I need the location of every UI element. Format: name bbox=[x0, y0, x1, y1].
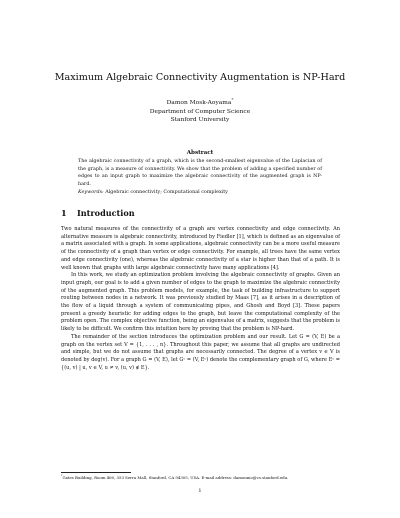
abstract-text: The algebraic connectivity of a graph, which is the second-smallest eigenvalue of the Laplacian of the graph, is a measure of connectivity. We show that the problem of adding a specified number of edges to an input graph to maximize the algebraic connectivity of the augmented graph is NP-hard. bbox=[78, 158, 322, 188]
paragraph: In this work, we study an optimization problem involving the algebraic connectivity of graphs. Given an input graph, our goal is to add a given number of edges to the graph to maximize the algebraic connectivity of the augmented graph. This problem models, for example, the task of building infrastructure to support routing between nodes in a network. It was previously studied by Maas [7], as it arises in a description of the flow of a liquid through a system of communicating pipes, and Ghosh and Boyd [3]. These papers present a greedy heuristic for adding edges to the graph, but leave the computational complexity of the problem open. The complex objective function, being an eigenvalue of a matrix, suggests that the problem is likely to be difficult. We confirm this intuition here by proving that the problem is NP-hard. bbox=[61, 272, 341, 333]
keywords-label: Keywords: bbox=[78, 188, 104, 195]
footnote-text: Gates Building, Room 460, 353 Serra Mall, Stanford, CA 94305, USA. E-mail address: damonmo@cs.stanford.edu. bbox=[62, 475, 289, 480]
section-title: Introduction bbox=[77, 208, 135, 218]
author-name: Damon Mosk-Aoyama bbox=[166, 100, 232, 106]
page-number: 1 bbox=[198, 488, 202, 494]
paragraph: Two natural measures of the connectivity of a graph are vertex connectivity and edge connectivity. An alternative measure is algebraic connectivity, introduced by Fiedler [1], which is defined as an eigenvalue of a matrix associated with a graph. In some applications, algebraic connectivity can be a more useful measure of the connectivity of a graph than vertex or edge connectivity. For example, all trees have the same vertex and edge connectivity (one), whereas the algebraic connectivity of a star is higher than that of a path. It is well known that graphs with large algebraic connectivity have many applications [4]. bbox=[61, 226, 340, 271]
affiliation-department: Department of Computer Science bbox=[149, 108, 251, 115]
paragraph: The remainder of the section introduces the optimization problem and our result. Let G = (V, E) be a graph on the vertex set V = {1, . . . , n}. Throughout this paper, we assume that all graphs are undirected and simple, but we do not assume that graphs are necessarily connected. The degree of a vertex v ∈ V is denoted by deg(v). For a graph G = (V, E), let Gᶜ = (V, Eᶜ) denote the complementary graph of G, where Eᶜ = {(u, v) | u, v ∈ V, u ≠ v, (u, v) ∉ E}. bbox=[61, 333, 340, 371]
footnote-rule bbox=[61, 472, 131, 473]
paper-title: Maximum Algebraic Connectivity Augmentation is NP-Hard bbox=[54, 72, 346, 83]
footnote-mark: * bbox=[61, 473, 63, 478]
affiliation-university: Stanford University bbox=[170, 117, 230, 124]
section-number: 1 bbox=[61, 208, 67, 218]
author-block bbox=[0, 99, 400, 125]
section-body bbox=[61, 226, 340, 372]
section-heading bbox=[61, 208, 135, 219]
keywords-text: Algebraic connectivity; Computational complexity bbox=[105, 188, 228, 195]
footnote bbox=[61, 475, 340, 481]
author-footnote-mark: * bbox=[231, 97, 234, 103]
abstract-heading: Abstract bbox=[186, 150, 214, 156]
abstract-body bbox=[78, 158, 322, 197]
author-line bbox=[0, 99, 400, 108]
